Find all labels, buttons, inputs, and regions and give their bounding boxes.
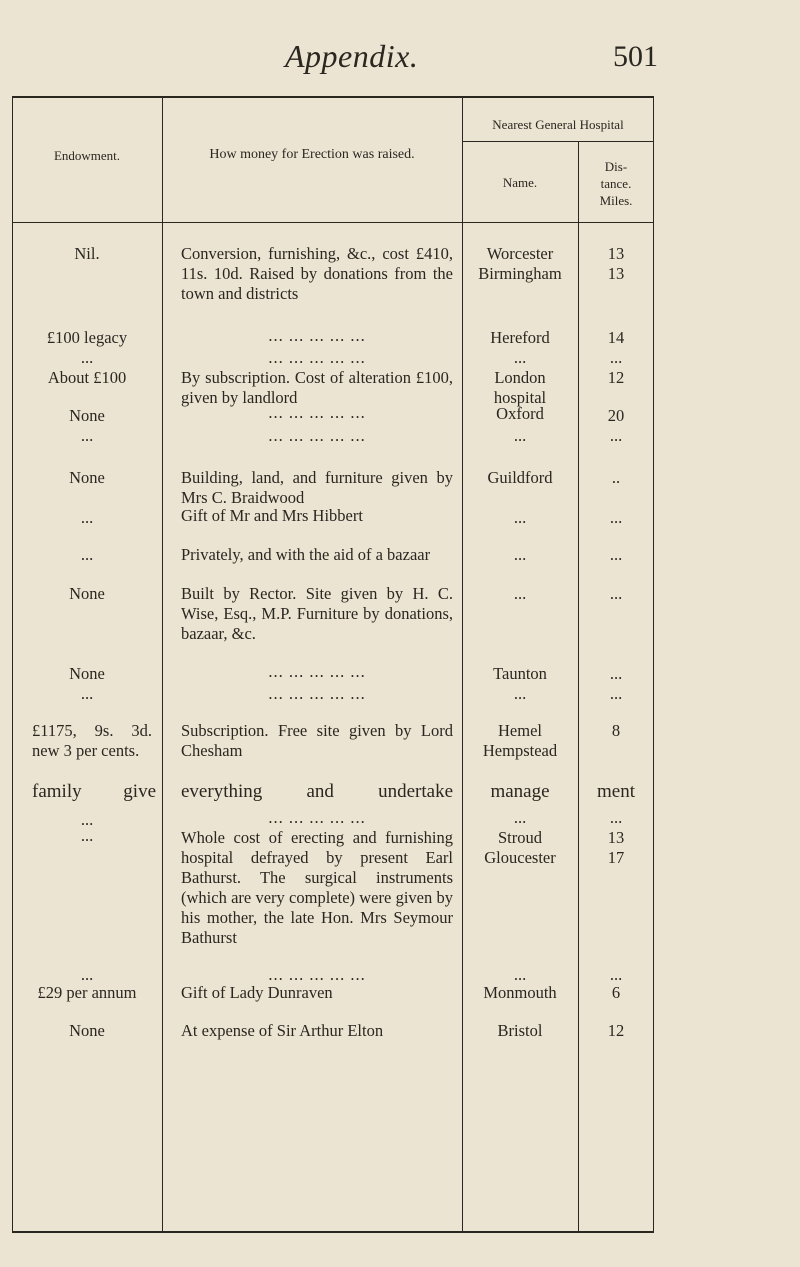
how-raised-cell: By subscription. Cost of alteration £100, given by landlord	[181, 368, 453, 407]
how-raised-cell: Gift of Lady Dunraven	[181, 983, 333, 1002]
endowment-cell: None	[69, 468, 105, 487]
header-bottom-rule	[12, 222, 654, 223]
how-raised-cell: ... ... ... ... ...	[268, 403, 366, 422]
hospital-name-cell: ...	[513, 545, 527, 564]
hospital-name-cell: ...	[513, 426, 527, 445]
page-header	[0, 38, 800, 78]
endowment-cell: About £100	[47, 368, 127, 387]
endowment-cell: ...	[80, 810, 94, 829]
endowment-cell: None	[69, 664, 105, 683]
distance-cell: ...	[609, 684, 623, 703]
endowment-cell: ...	[80, 826, 94, 845]
hospital-name-cell: ...	[513, 348, 527, 367]
hospital-name-cell: ...	[513, 808, 527, 827]
distance-cell: 6	[611, 983, 621, 1002]
distance-cell: 13 17	[607, 828, 625, 867]
header-nearest-hospital: Nearest General Hospital	[492, 117, 624, 132]
distance-cell: 12	[607, 1021, 625, 1040]
distance-cell: ..	[611, 468, 621, 487]
page-number: 501	[613, 40, 658, 73]
endowment-cell: ...	[80, 426, 94, 445]
hospital-name-cell: London hospital	[493, 368, 547, 407]
column-rule-right	[653, 96, 654, 1233]
hospital-name-cell: ...	[513, 584, 527, 603]
header-name: Name.	[502, 175, 538, 190]
hospital-name-cell: ...	[513, 508, 527, 527]
hospital-name-cell: Hereford	[490, 328, 550, 347]
table-top-rule	[12, 96, 654, 98]
distance-cell: ...	[609, 426, 623, 445]
hospital-subheader-rule	[462, 141, 654, 142]
header-how-raised: How money for Erection was raised.	[209, 147, 415, 162]
how-raised-cell: ... ... ... ... ...	[268, 348, 366, 367]
hospital-name-cell: Oxford	[496, 404, 544, 423]
how-raised-cell: Gift of Mr and Mrs Hibbert	[181, 506, 363, 525]
how-raised-cell: everything and undertake	[181, 781, 453, 802]
how-raised-cell: ... ... ... ... ...	[268, 808, 366, 827]
endowment-cell: ...	[80, 684, 94, 703]
hospital-name-cell: Stroud Gloucester	[484, 828, 556, 867]
hospital-name-cell: Bristol	[497, 1021, 543, 1040]
how-raised-cell: At expense of Sir Arthur Elton	[181, 1021, 384, 1040]
how-raised-cell: ... ... ... ... ...	[268, 662, 366, 681]
how-raised-cell: Conversion, furnishing, &c., cost £410, 11s. 10d. Raised by donations from the town and districts	[181, 244, 453, 303]
running-title: Appendix.	[285, 38, 419, 74]
endowment-cell: £100 legacy	[46, 328, 128, 347]
how-raised-cell: ... ... ... ... ...	[268, 326, 366, 345]
hospital-name-cell: Worcester Birmingham	[478, 244, 562, 283]
distance-cell: ...	[609, 584, 623, 603]
how-raised-cell: Subscription. Free site given by Lord Chesham	[181, 721, 453, 760]
hospital-name-cell: Taunton	[493, 664, 547, 683]
distance-cell: 13 13	[607, 244, 625, 283]
distance-cell: ...	[609, 808, 623, 827]
hospital-name-cell: ...	[513, 684, 527, 703]
header-endowment: Endowment.	[53, 148, 121, 163]
distance-cell: ...	[609, 348, 623, 367]
how-raised-cell: ... ... ... ... ...	[268, 684, 366, 703]
endowment-cell: None	[69, 406, 105, 425]
endowment-cell: None	[69, 584, 105, 603]
distance-cell: 14	[607, 328, 625, 347]
distance-cell: 8	[611, 721, 621, 740]
hospital-name-cell: Hemel Hempstead	[482, 721, 558, 760]
endowment-cell: ...	[80, 965, 94, 984]
endowment-cell: family give	[32, 781, 156, 802]
hospital-name-cell: manage	[490, 781, 550, 802]
distance-cell: ...	[609, 664, 623, 683]
hospital-name-cell: Monmouth	[483, 983, 557, 1002]
distance-cell: ment	[597, 781, 635, 802]
how-raised-cell: ... ... ... ... ...	[268, 426, 366, 445]
endowment-cell: £1175, 9s. 3d. new 3 per cents.	[32, 721, 152, 760]
column-rule-2	[462, 96, 463, 1233]
how-raised-cell: Whole cost of erecting and furnishing hospital defrayed by present Earl Bathurst. The surgical instruments (which are very complete) were given by his mother, the late Hon. Mrs Seymour Bathurst	[181, 828, 453, 947]
distance-cell: ...	[609, 545, 623, 564]
column-rule-left	[12, 96, 13, 1233]
header-distance: Dis- tance. Miles.	[599, 159, 633, 208]
table-bottom-rule	[12, 1231, 654, 1233]
hospital-name-cell: Guildford	[487, 468, 553, 487]
distance-cell: 20	[607, 406, 625, 425]
how-raised-cell: Built by Rector. Site given by H. C. Wise, Esq., M.P. Furniture by donations, bazaar, &c.	[181, 584, 453, 643]
distance-cell: 12	[607, 368, 625, 387]
how-raised-cell: Privately, and with the aid of a bazaar	[181, 545, 431, 564]
endowment-cell: None	[69, 1021, 105, 1040]
distance-cell: ...	[609, 508, 623, 527]
hospital-name-cell: ...	[513, 965, 527, 984]
endowment-cell: ...	[80, 508, 94, 527]
column-rule-3	[578, 141, 579, 1233]
column-rule-1	[162, 96, 163, 1233]
how-raised-cell: Building, land, and furniture given by Mrs C. Braidwood	[181, 468, 453, 507]
distance-cell: ...	[609, 965, 623, 984]
how-raised-cell: ... ... ... ... ...	[268, 965, 366, 984]
endowment-cell: ...	[80, 545, 94, 564]
endowment-cell: ...	[80, 348, 94, 367]
endowment-cell: £29 per annum	[37, 983, 137, 1002]
endowment-cell: Nil.	[74, 244, 100, 263]
